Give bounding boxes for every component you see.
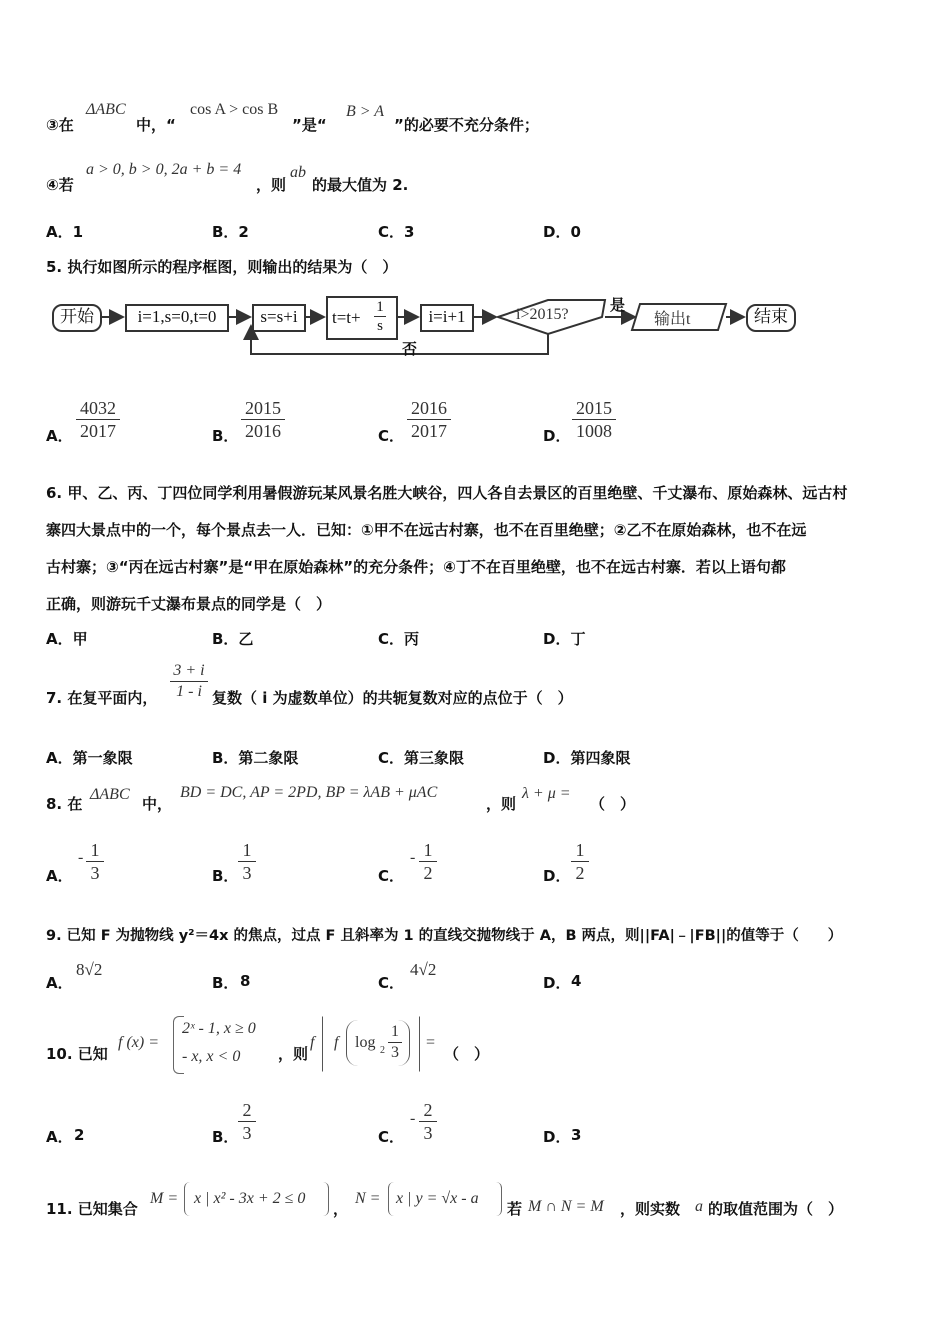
q10-f-outer: f <box>310 1034 315 1051</box>
flow-t-den: s <box>377 318 383 334</box>
q8-mid2: ，则 <box>486 795 517 813</box>
q8-option-b-num: 1 <box>238 839 256 862</box>
q4-item3-suffix: ”的必要不充分条件； <box>394 116 539 134</box>
q9-option-d-label: D． <box>543 974 571 992</box>
q8-option-a-sign: - <box>78 849 84 866</box>
q4-item4-prefix: ④若 <box>46 176 74 194</box>
q8-option-d-frac <box>571 839 589 884</box>
q10-log-frac <box>388 1022 402 1063</box>
q9-stem: 9. 已知 F 为抛物线 y²＝4x 的焦点，过点 F 且斜率为 1 的直线交抛物线于 A，B 两点，则||FA|﹣|FB||的值等于（ ） <box>46 928 843 944</box>
flow-t-num: 1 <box>374 298 386 317</box>
q5-option-a-den: 2017 <box>80 421 116 441</box>
q5-option-c-frac <box>407 397 451 442</box>
q5-option-d-label: D． <box>543 427 571 445</box>
q5-option-d-den: 1008 <box>576 421 612 441</box>
q11-var: a <box>695 1198 703 1215</box>
q5-option-b-num: 2015 <box>241 397 285 420</box>
q10-f-inner: f <box>334 1034 339 1051</box>
q5-option-b-frac <box>241 397 285 442</box>
q5-option-c-den: 2017 <box>411 421 447 441</box>
q4-option-a: A．1 <box>46 223 84 241</box>
q5-option-d-frac <box>572 397 616 442</box>
q5-option-d-num: 2015 <box>572 397 616 420</box>
q4-option-c: C．3 <box>378 223 415 241</box>
q7-suffix: 复数（ i 为虚数单位）的共轭复数对应的点位于（ ） <box>212 689 573 707</box>
flow-yes-label: 是 <box>610 296 626 314</box>
q6-line-1: 6. 甲、乙、丙、丁四位同学利用暑假游玩某风景名胜大峡谷，四人各自去景区的百里绝壁、千丈瀑布、原始森林、远古村 <box>46 484 848 502</box>
q6-option-c: C．丙 <box>378 630 420 648</box>
q8-option-c-frac <box>419 839 437 884</box>
q10-option-b-frac <box>238 1099 256 1144</box>
q10-option-b-num: 2 <box>238 1099 256 1122</box>
q10-option-d-value: 3 <box>571 1126 582 1144</box>
q11-if: 若 <box>507 1200 523 1218</box>
q9-option-d-value: 4 <box>571 972 582 990</box>
q9-option-a-value: 8√2 <box>76 960 103 979</box>
q8-prefix: 8. 在 <box>46 795 83 813</box>
q10-option-a-label: A． <box>46 1128 73 1146</box>
q8-option-d-num: 1 <box>571 839 589 862</box>
q10-option-c-frac <box>419 1099 437 1144</box>
q10-mid: ，则 <box>278 1045 309 1063</box>
flow-output-label: 输出t <box>654 311 691 328</box>
flow-no-label: 否 <box>402 340 418 358</box>
q10-option-b-den: 3 <box>242 1123 252 1143</box>
q8-mid: 中， <box>142 795 173 813</box>
q4-option-b: B．2 <box>212 223 249 241</box>
q6-line-3: 古村寨；③“丙在远古村寨”是“甲在原始森林”的充分条件；④丁不在百里绝壁，也不在远古村寨．若以上语句都 <box>46 558 786 576</box>
q6-option-b: B．乙 <box>212 630 254 648</box>
q5-option-b-den: 2016 <box>245 421 281 441</box>
flow-cond-label: i>2015? <box>516 306 569 323</box>
q7-option-d: D．第四象限 <box>543 749 631 767</box>
q10-option-c-den: 3 <box>423 1123 433 1143</box>
q10-option-c-num: 2 <box>419 1099 437 1122</box>
q8-option-a-num: 1 <box>86 839 104 862</box>
q6-line-2: 寨四大景点中的一个，每个景点去一人．已知：①甲不在远古村寨，也不在百里绝壁；②乙不在原始森林，也不在远 <box>46 521 807 539</box>
q10-log-frac-den: 3 <box>391 1044 399 1061</box>
q10-case-1: 2ˣ - 1, x ≥ 0 <box>182 1020 256 1037</box>
q10-case-2: - x, x < 0 <box>182 1048 241 1065</box>
q8-option-d-den: 2 <box>575 863 585 883</box>
q10-option-c-sign: - <box>410 1110 416 1127</box>
q8-option-c-num: 1 <box>419 839 437 862</box>
flow-i-step: i=i+1 <box>420 304 474 332</box>
q7-option-a: A．第一象限 <box>46 749 133 767</box>
q5-option-a-frac <box>76 397 120 442</box>
q6-option-d: D．丁 <box>543 630 586 648</box>
q8-expr2: λ + μ = <box>522 785 571 802</box>
q9-option-b-label: B． <box>212 974 239 992</box>
q11-m-name: M = <box>150 1190 179 1207</box>
q5-option-b-label: B． <box>212 427 239 445</box>
q4-item3-mid2: ”是“ <box>292 116 327 134</box>
flow-t-step <box>326 296 398 340</box>
q7-option-c: C．第三象限 <box>378 749 465 767</box>
q6-option-a: A．甲 <box>46 630 88 648</box>
q11-mid: ，则实数 <box>620 1200 681 1218</box>
q4-item4-suffix: 的最大值为 2. <box>312 176 409 194</box>
q4-item3-expr1: cos A > cos B <box>190 101 279 118</box>
flow-init: i=1,s=0,t=0 <box>125 304 229 332</box>
q7-prefix: 7. 在复平面内， <box>46 689 158 707</box>
q5-option-c-label: C． <box>378 427 405 445</box>
q10-fx: f (x) = <box>118 1034 159 1051</box>
q9-option-a-label: A． <box>46 974 73 992</box>
q4-item3-prefix: ③在 <box>46 116 74 134</box>
q10-log-frac-num: 1 <box>388 1022 402 1043</box>
q10-log: log <box>355 1034 376 1051</box>
q10-prefix: 10. 已知 <box>46 1045 108 1063</box>
q8-option-c-den: 2 <box>423 863 433 883</box>
q8-option-b-label: B． <box>212 867 239 885</box>
q10-option-b-label: B． <box>212 1128 239 1146</box>
q11-prefix: 11. 已知集合 <box>46 1200 138 1218</box>
flow-t-step-label: t=t+ <box>332 308 361 327</box>
q4-item3-triangle: ΔABC <box>86 101 126 118</box>
q10-option-c-label: C． <box>378 1128 405 1146</box>
q9-option-b-value: 8 <box>240 972 251 990</box>
flow-start: 开始 <box>52 304 102 332</box>
q8-option-b-frac <box>238 839 256 884</box>
q8-option-d-label: D． <box>543 867 571 885</box>
flow-s-step: s=s+i <box>252 304 306 332</box>
q8-expr: BD = DC, AP = 2PD, BP = λAB + μAC <box>180 784 438 801</box>
q8-option-c-label: C． <box>378 867 405 885</box>
q5-option-a-label: A． <box>46 427 73 445</box>
q10-option-d-label: D． <box>543 1128 571 1146</box>
q10-log-base: 2 <box>380 1045 385 1056</box>
q11-n-body: x | y = √x - a <box>396 1190 479 1207</box>
q9-option-c-value: 4√2 <box>410 960 437 979</box>
q4-item3-expr2: B > A <box>346 103 385 120</box>
flow-end: 结束 <box>746 304 796 332</box>
q7-option-b: B．第二象限 <box>212 749 299 767</box>
q10-option-a-value: 2 <box>74 1126 85 1144</box>
q10-eq: = <box>426 1034 436 1051</box>
q9-option-c-label: C． <box>378 974 405 992</box>
q11-n-name: N = <box>355 1190 381 1207</box>
q11-cond: M ∩ N = M <box>528 1198 604 1215</box>
q11-comma: ， <box>333 1200 349 1218</box>
q8-option-a-frac <box>86 839 104 884</box>
q5-stem: 5. 执行如图所示的程序框图，则输出的结果为（ ） <box>46 258 398 276</box>
q4-item4-expr1: a > 0, b > 0, 2a + b = 4 <box>86 161 242 178</box>
q8-option-b-den: 3 <box>242 863 252 883</box>
q4-item4-expr2: ab <box>290 164 306 181</box>
q8-suffix: （ ） <box>590 795 636 813</box>
q7-fraction <box>170 661 208 702</box>
q10-suffix: （ ） <box>444 1045 490 1063</box>
q4-item3-mid: 中，“ <box>136 116 176 134</box>
q8-option-a-label: A． <box>46 867 73 885</box>
q8-option-a-den: 3 <box>90 863 100 883</box>
q5-option-c-num: 2016 <box>407 397 451 420</box>
q5-flowchart <box>40 292 810 362</box>
q7-num: 3 + i <box>170 661 208 682</box>
q11-suffix: 的取值范围为（ ） <box>708 1200 844 1218</box>
q8-triangle: ΔABC <box>90 786 130 803</box>
q11-m-body: x | x² - 3x + 2 ≤ 0 <box>194 1190 306 1207</box>
q8-option-c-sign: - <box>410 849 416 866</box>
q4-option-d: D．0 <box>543 223 581 241</box>
q6-line-4: 正确，则游玩千丈瀑布景点的同学是（ ） <box>46 595 332 613</box>
q7-den: 1 - i <box>176 683 202 700</box>
q5-option-a-num: 4032 <box>76 397 120 420</box>
q4-item4-mid: ，则 <box>256 176 287 194</box>
